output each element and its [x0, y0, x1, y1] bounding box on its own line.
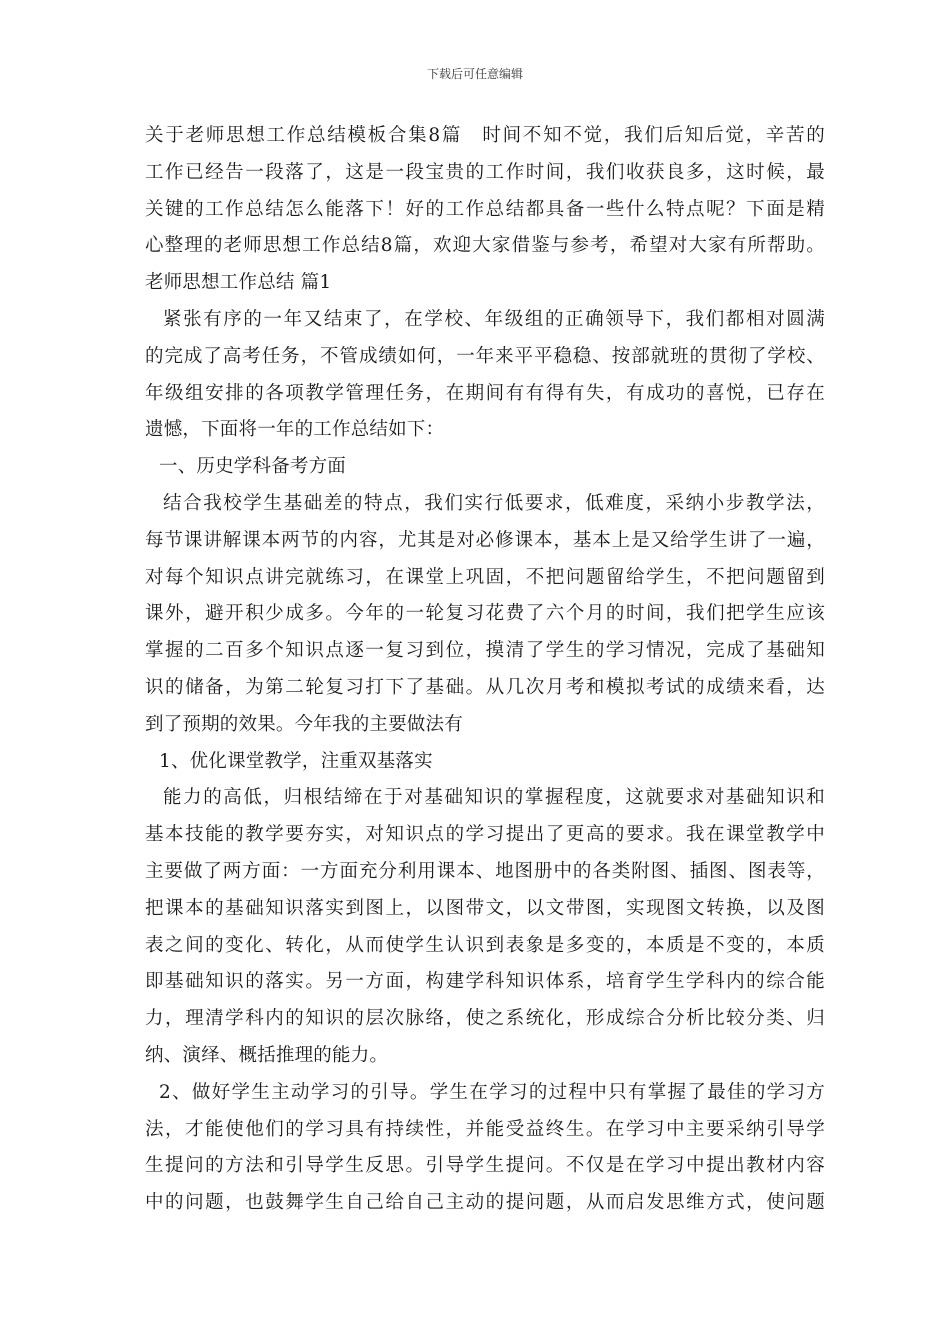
text-line: 关键的工作总结怎么能落下！好的工作总结都具备一些什么特点呢？下面是精	[145, 198, 825, 220]
text-line: 工作已经告一段落了，这是一段宝贵的工作时间，我们收获良多，这时候，最	[145, 161, 825, 183]
text-line: 掌握的二百多个知识点逐一复习到位，摸清了学生的学习情况，完成了基础知	[145, 640, 825, 662]
text-line: 识的储备，为第二轮复习打下了基础。从几次月考和模拟考试的成绩来看，达	[145, 676, 825, 698]
document-body	[145, 118, 825, 1222]
text-line: 到了预期的效果。今年我的主要做法有	[145, 713, 463, 735]
text-line: 基本技能的教学要夯实，对知识点的学习提出了更高的要求。我在课堂教学中	[145, 824, 825, 846]
text-line: 中的问题，也鼓舞学生自己给自己主动的提问题，从而启发思维方式，使问题	[145, 1192, 825, 1214]
text-line: 老师思想工作总结 篇1	[145, 272, 332, 294]
text-line: 力，理清学科内的知识的层次脉络，使之系统化，形成综合分析比较分类、归	[145, 1008, 825, 1030]
text-line: 一、历史学科备考方面	[159, 456, 347, 478]
text-line: 生提问的方法和引导学生反思。引导学生提问。不仅是在学习中提出教材内容	[145, 1155, 825, 1177]
text-line: 结合我校学生基础差的特点，我们实行低要求，低难度，采纳小步教学法，	[163, 492, 825, 514]
text-line: 把课本的基础知识落实到图上，以图带文，以文带图，实现图文转换，以及图	[145, 897, 825, 919]
text-line: 年级组安排的各项教学管理任务，在期间有有得有失，有成功的喜悦，已存在	[145, 382, 825, 404]
text-line: 法，才能使他们的学习具有持续性，并能受益终生。在学习中主要采纳引导学	[145, 1118, 825, 1140]
text-line: 每节课讲解课本两节的内容，尤其是对必修课本，基本上是又给学生讲了一遍，	[145, 529, 825, 551]
text-line: 的完成了高考任务，不管成绩如何，一年来平平稳稳、按部就班的贯彻了学校、	[145, 345, 825, 367]
text-line: 紧张有序的一年又结束了，在学校、年级组的正确领导下，我们都相对圆满	[163, 308, 825, 330]
text-line: 遗憾，下面将一年的工作总结如下：	[145, 419, 445, 441]
text-line: 关于老师思想工作总结模板合集8篇 时间不知不觉，我们后知后觉，辛苦的	[145, 125, 825, 146]
text-line: 2、做好学生主动学习的引导。学生在学习的过程中只有掌握了最佳的学习方	[159, 1081, 825, 1103]
text-line: 主要做了两方面：一方面充分利用课本、地图册中的各类附图、插图、图表等，	[145, 860, 825, 882]
text-line: 课外，避开积少成多。今年的一轮复习花费了六个月的时间，我们把学生应该	[145, 603, 825, 625]
text-line: 对每个知识点讲完就练习，在课堂上巩固，不把问题留给学生，不把问题留到	[145, 566, 825, 588]
header-note: 下载后可任意编辑	[426, 67, 523, 81]
text-line: 即基础知识的落实。另一方面，构建学科知识体系，培育学生学科内的综合能	[145, 971, 825, 993]
text-line: 纳、演绎、概括推理的能力。	[145, 1044, 389, 1066]
text-line: 表之间的变化、转化，从而使学生认识到表象是多变的，本质是不变的，本质	[145, 934, 825, 956]
text-line: 能力的高低，归根结缔在于对基础知识的掌握程度，这就要求对基础知识和	[163, 787, 825, 809]
text-line: 1、优化课堂教学，注重双基落实	[159, 750, 433, 772]
text-line: 心整理的老师思想工作总结8篇，欢迎大家借鉴与参考，希望对大家有所帮助。	[145, 235, 825, 257]
